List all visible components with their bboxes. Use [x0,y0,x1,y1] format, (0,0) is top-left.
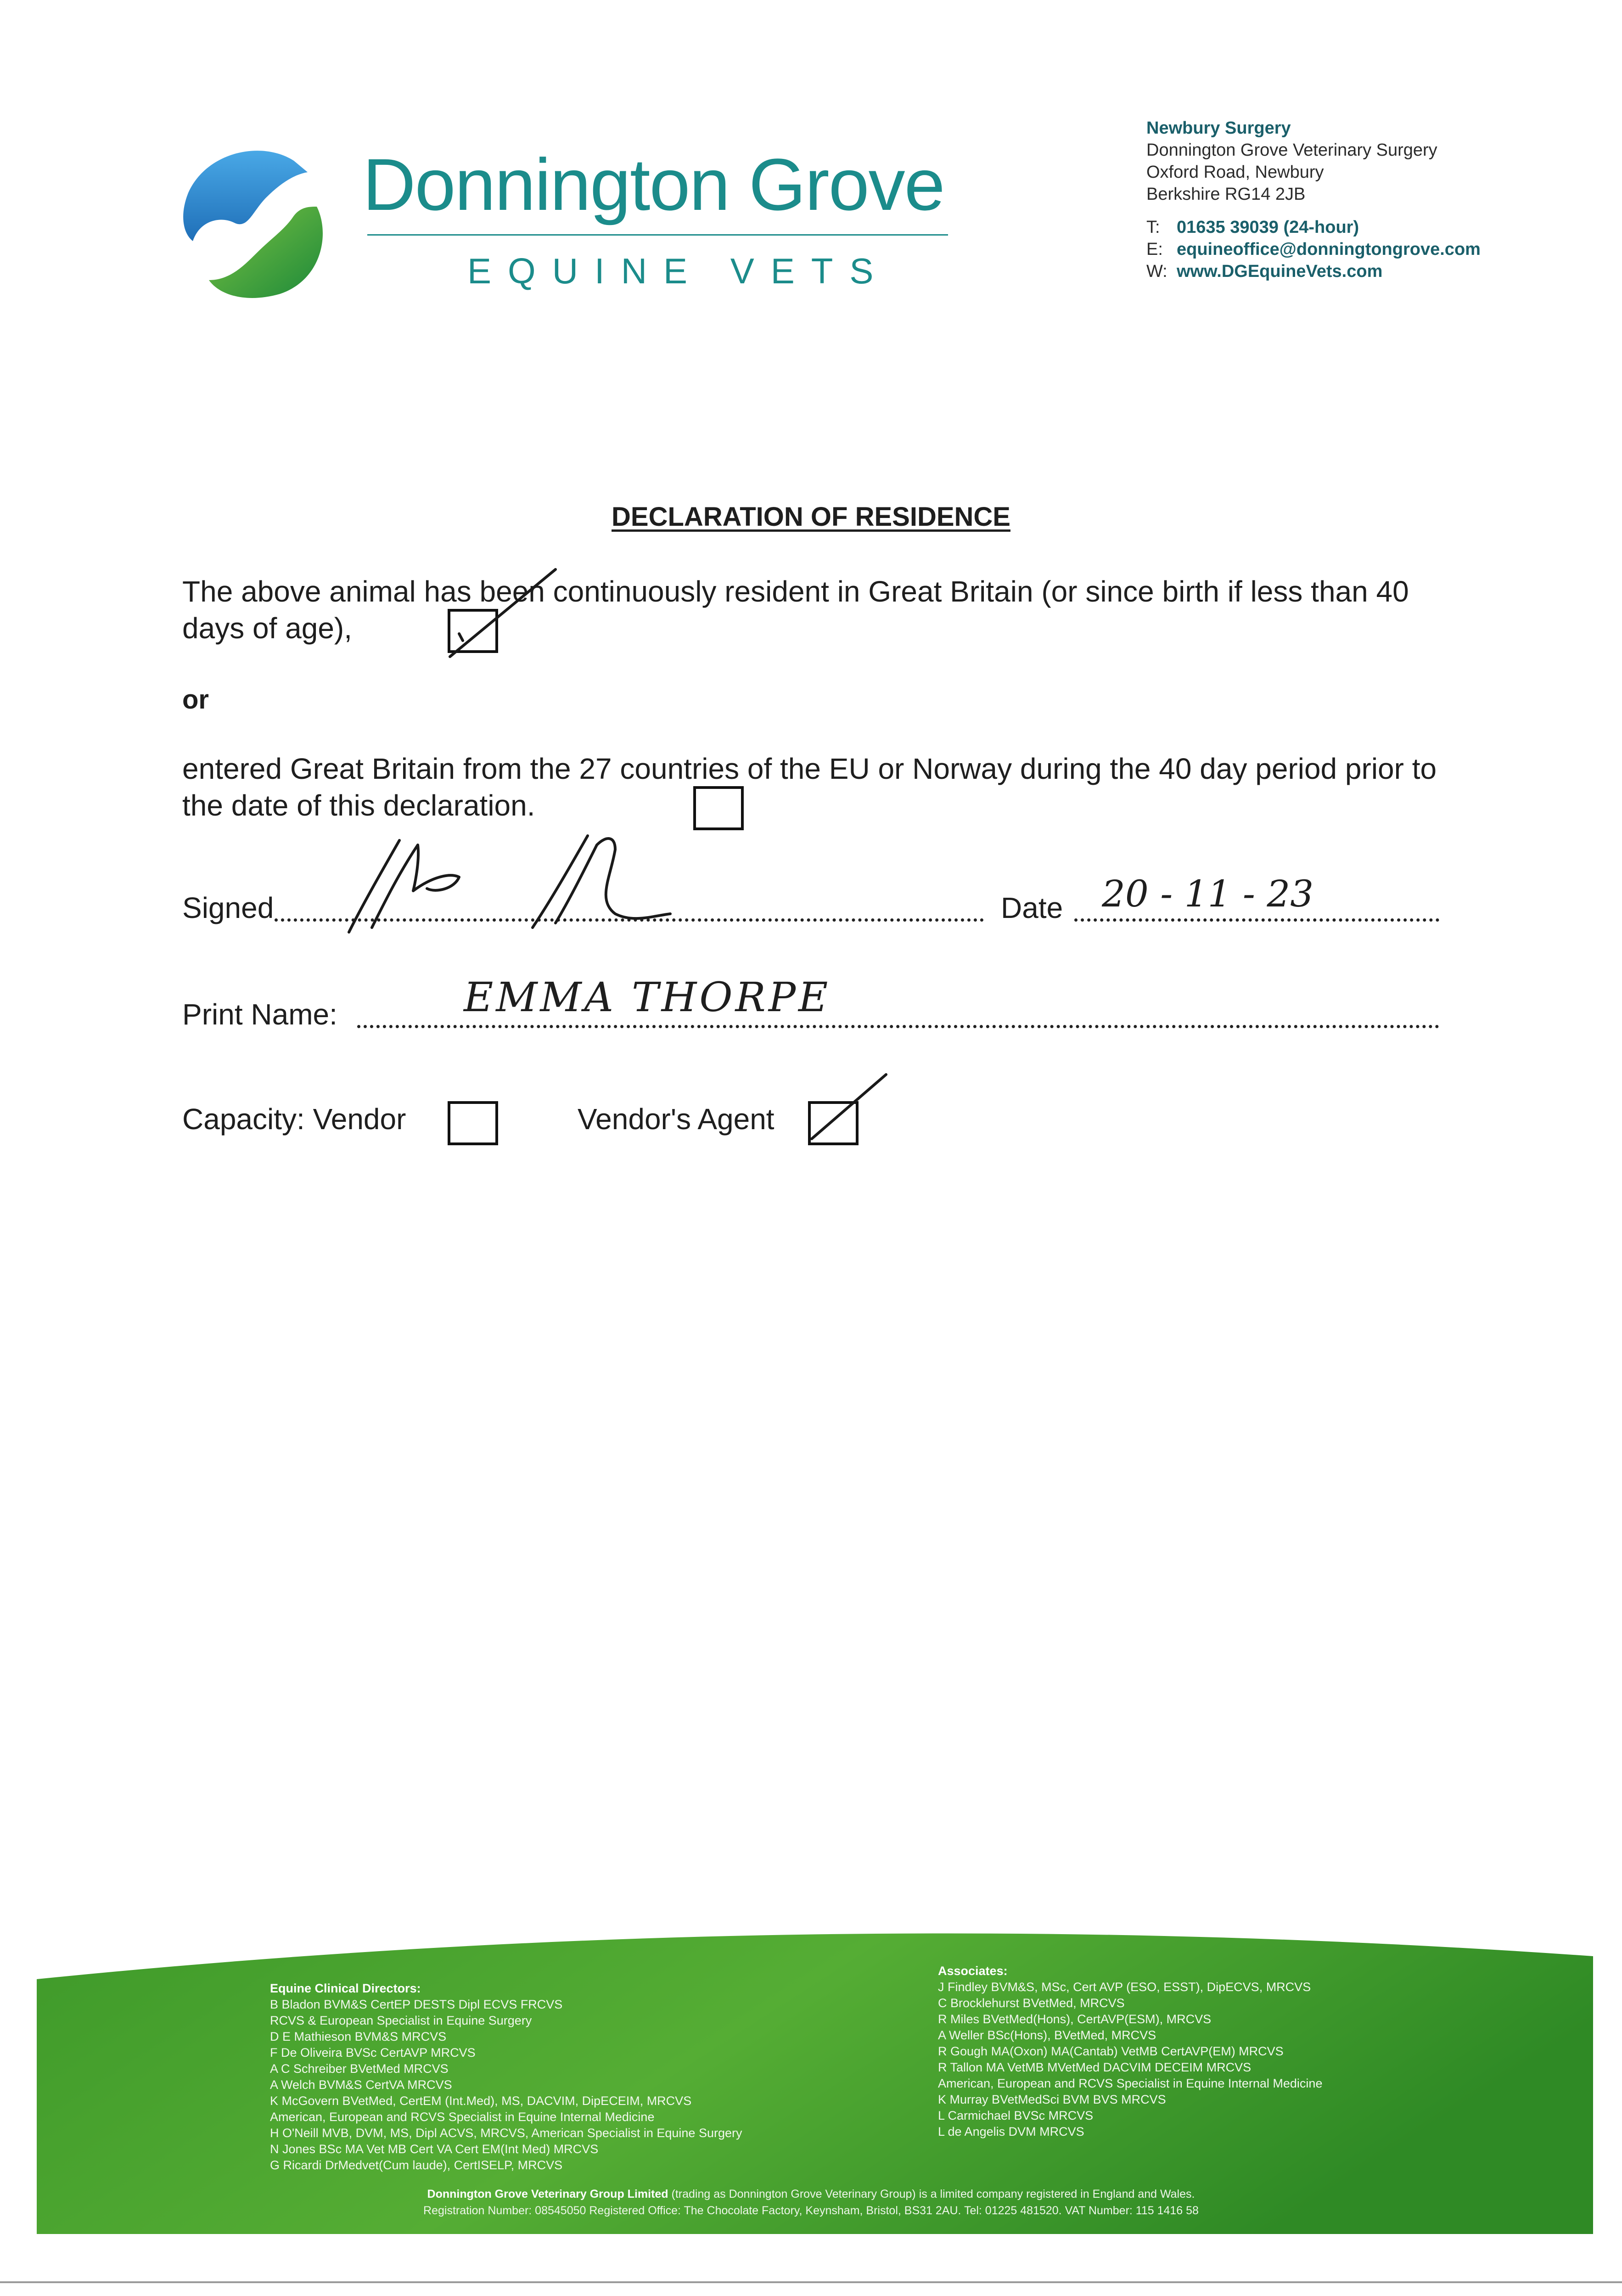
check-mark-icon [808,1070,891,1148]
surgery-name: Newbury Surgery [1146,118,1291,138]
address-line: Berkshire RG14 2JB [1146,185,1306,204]
signed-label: Signed [182,891,274,924]
check-mark-icon [441,565,569,661]
vendors-agent-label: Vendor's Agent [578,1103,775,1136]
directors-list [270,1981,742,2173]
print-name-label: Print Name: [182,998,337,1031]
company-registration [0,2186,1622,2219]
email-link[interactable]: equineoffice@donningtongrove.com [1177,240,1481,259]
director-entry: D E Mathieson BVM&S MRCVS [270,2030,447,2043]
phone-label: T: [1146,218,1160,237]
associate-entry: R Gough MA(Oxon) MA(Cantab) VetMB CertAVP(EM) MRCVS [938,2044,1284,2058]
director-entry: A Welch BVM&S CertVA MRCVS [270,2078,452,2092]
associate-entry: R Tallon MA VetMB MVetMed DACVIM DECEIM MRCVS [938,2060,1252,2074]
director-entry: B Bladon BVM&S CertEP DESTS Dipl ECVS FRCVS [270,1998,563,2011]
brand-subtitle: EQUINE VETS [467,251,890,291]
document-title: DECLARATION OF RESIDENCE [612,502,1010,532]
director-entry: K McGovern BVetMed, CertEM (Int.Med), MS, DACVIM, DipECEIM, MRCVS [270,2094,692,2108]
director-entry: G Ricardi DrMedvet(Cum laude), CertISELP, MRCVS [270,2158,563,2172]
date-label: Date [1001,891,1063,924]
website-link[interactable]: www.DGEquineVets.com [1177,262,1383,281]
resident-statement: The above animal has been continuously resident in Great Britain (or since birth if less than 40 days of age), [182,575,1409,645]
footer-text [0,1919,1622,2296]
associate-entry: American, European and RCVS Specialist in Equine Internal Medicine [938,2077,1323,2090]
brand-name: Donnington Grove [363,143,944,225]
director-entry: N Jones BSc MA Vet MB Cert VA Cert EM(Int Med) MRCVS [270,2142,599,2156]
donnington-grove-logo [179,142,344,303]
date-value: 20 - 11 - 23 [1102,872,1314,915]
email-label: E: [1146,240,1163,259]
capacity-vendor-label: Capacity: Vendor [182,1103,406,1136]
web-label: W: [1146,262,1167,281]
company-line-1: (trading as Donnington Grove Veterinary Group) is a limited company registered in England and Wales. [668,2188,1195,2200]
directors-heading: Equine Clinical Directors: [270,1981,421,1995]
contact-block [1146,117,1481,282]
phone-number: 01635 39039 (24-hour) [1177,218,1359,237]
address-line: Oxford Road, Newbury [1146,163,1324,182]
associate-entry: R Miles BVetMed(Hons), CertAVP(ESM), MRCVS [938,2012,1212,2026]
associate-entry: C Brocklehurst BVetMed, MRCVS [938,1996,1125,2010]
address-line: Donnington Grove Veterinary Surgery [1146,141,1437,160]
page-bottom-rule [0,2281,1622,2283]
company-line-2: Registration Number: 08545050 Registered Office: The Chocolate Factory, Keynsham, Bristol, BS31 2AU. Tel: 01225 481520. VAT Number: 115 1416 58 [423,2204,1199,2217]
associate-entry: L de Angelis DVM MRCVS [938,2125,1084,2138]
print-name-value: EMMA THORPE [464,974,831,1021]
company-name: Donnington Grove Veterinary Group Limited [427,2188,668,2200]
director-entry: American, European and RCVS Specialist in Equine Internal Medicine [270,2110,655,2124]
director-entry: H O'Neill MVB, DVM, MS, Dipl ACVS, MRCVS, American Specialist in Equine Surgery [270,2126,742,2140]
entered-statement: entered Great Britain from the 27 countries of the EU or Norway during the 40 day period prior to the date of this declaration. [182,752,1437,822]
associates-heading: Associates: [938,1964,1008,1978]
handwritten-signature [321,822,735,941]
associate-entry: J Findley BVM&S, MSc, Cert AVP (ESO, ESST), DipECVS, MRCVS [938,1980,1311,1994]
date-line[interactable] [1074,918,1439,922]
director-entry: F De Oliveira BVSc CertAVP MRCVS [270,2046,476,2060]
associate-entry: A Weller BSc(Hons), BVetMed, MRCVS [938,2028,1156,2042]
associate-entry: L Carmichael BVSc MRCVS [938,2109,1094,2122]
or-separator: or [182,685,209,715]
vendor-checkbox[interactable] [448,1101,498,1145]
associate-entry: K Murray BVetMedSci BVM BVS MRCVS [938,2093,1166,2106]
print-name-line[interactable] [357,1025,1439,1028]
brand-divider [367,234,948,236]
director-entry: A C Schreiber BVetMed MRCVS [270,2062,449,2076]
director-entry: RCVS & European Specialist in Equine Surgery [270,2014,532,2027]
associates-list [938,1963,1322,2140]
